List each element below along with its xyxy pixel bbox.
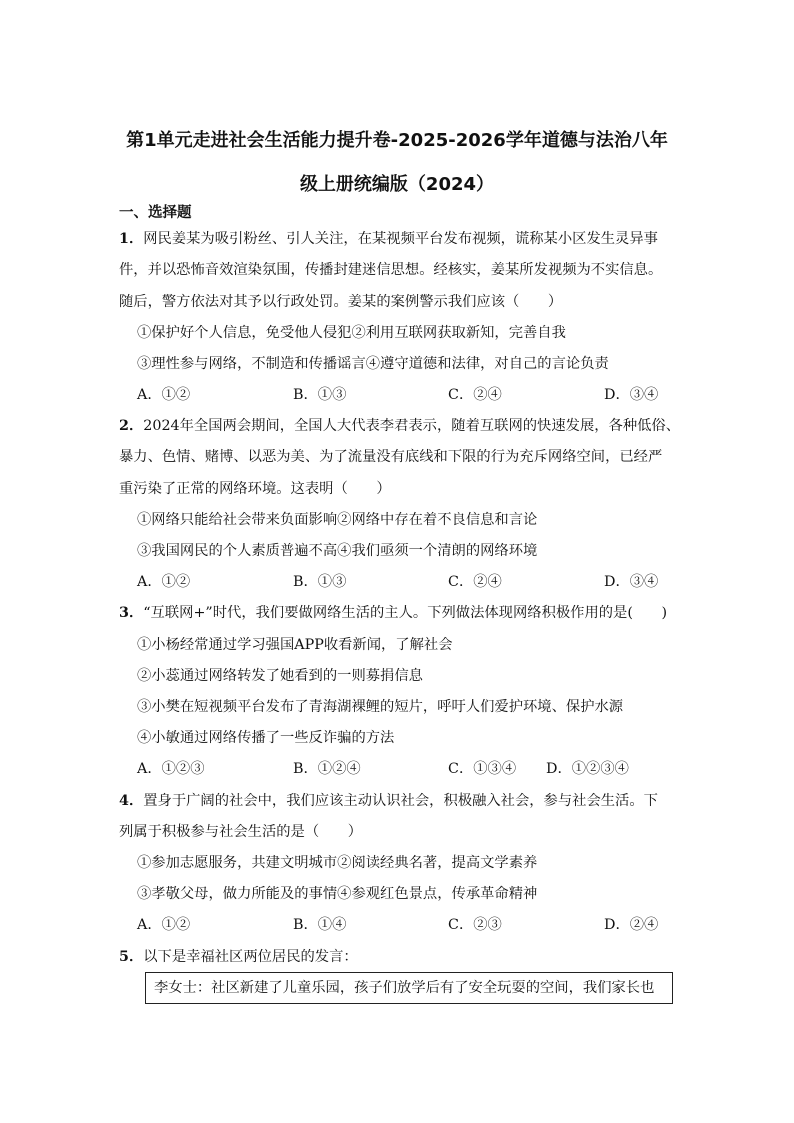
question-5-quote-box: 李女士：社区新建了儿童乐园，孩子们放学后有了安全玩耍的空间，我们家长也 bbox=[145, 972, 673, 1004]
question-3-item-line-3: ③小樊在短视频平台发布了青海湖裸鲤的短片，呼吁人们爱护环境、保护水源 bbox=[137, 699, 624, 715]
question-1-option-d[interactable]: D．③④ bbox=[604, 387, 659, 403]
question-4-option-d[interactable]: D．②④ bbox=[604, 917, 659, 933]
question-3-option-b[interactable]: B．①②④ bbox=[293, 761, 361, 777]
question-4-option-a[interactable]: A．①② bbox=[137, 917, 191, 933]
question-3-item-line-4: ④小敏通过网络传播了一些反诈骗的方法 bbox=[137, 730, 395, 746]
question-5-stem-line-1: 5．以下是幸福社区两位居民的发言： bbox=[119, 949, 358, 965]
document-title-line-1: 第1单元走进社会生活能力提升卷-2025-2026学年道德与法治八年 bbox=[126, 130, 668, 151]
question-3-item-line-1: ①小杨经常通过学习强国APP收看新闻，了解社会 bbox=[137, 637, 453, 653]
question-1-option-b[interactable]: B．①③ bbox=[293, 387, 347, 403]
question-1-option-c[interactable]: C．②④ bbox=[448, 387, 502, 403]
question-4-item-line-1: ①参加志愿服务，共建文明城市②阅读经典名著，提高文学素养 bbox=[137, 855, 538, 871]
question-2-item-line-1: ①网络只能给社会带来负面影响②网络中存在着不良信息和言论 bbox=[137, 512, 538, 528]
question-3-stem-line-1: 3．“互联网+”时代，我们要做网络生活的主人。下列做法体现网络积极作用的是( ) bbox=[119, 605, 668, 621]
question-3-option-c[interactable]: C．①③④ bbox=[448, 761, 517, 777]
question-2-option-a[interactable]: A．①② bbox=[137, 574, 191, 590]
question-4-stem-line-2: 列属于积极参与社会生活的是（ ） bbox=[119, 824, 363, 840]
question-4-stem-line-1: 4．置身于广阔的社会中，我们应该主动认识社会，积极融入社会，参与社会生活。下 bbox=[119, 793, 658, 809]
question-1-item-line-1: ①保护好个人信息，免受他人侵犯②利用互联网获取新知，完善自我 bbox=[137, 325, 566, 341]
question-1-stem-line-3: 随后，警方依法对其予以行政处罚。姜某的案例警示我们应该（ ） bbox=[119, 294, 563, 310]
question-1-item-line-2: ③理性参与网络，不制造和传播谣言④遵守道德和法律，对自己的言论负责 bbox=[137, 356, 609, 372]
question-3-number: 3． bbox=[119, 605, 144, 621]
question-2-stem-line-3: 重污染了正常的网络环境。这表明（ ） bbox=[119, 481, 391, 497]
question-1-stem-line-2: 件，并以恐怖音效渲染氛围，传播封建迷信思想。经核实，姜某所发视频为不实信息。 bbox=[119, 262, 663, 278]
question-4-option-b[interactable]: B．①④ bbox=[293, 917, 347, 933]
question-4-number: 4． bbox=[119, 793, 144, 809]
question-2-stem-line-1: 2．2024年全国两会期间，全国人大代表李君表示，随着互联网的快速发展，各种低俗、 bbox=[119, 418, 681, 434]
document-title-line-2: 级上册统编版（2024） bbox=[299, 174, 495, 195]
question-5-number: 5． bbox=[119, 949, 144, 965]
question-4-item-line-2: ③孝敬父母，做力所能及的事情④参观红色景点，传承革命精神 bbox=[137, 886, 538, 902]
question-1-number: 1． bbox=[119, 231, 144, 247]
section-heading: 一、选择题 bbox=[119, 205, 192, 221]
question-4-option-c[interactable]: C．②③ bbox=[448, 917, 502, 933]
question-2-option-b[interactable]: B．①③ bbox=[293, 574, 347, 590]
question-3-option-d[interactable]: D．①②③④ bbox=[546, 761, 629, 777]
question-3-option-a[interactable]: A．①②③ bbox=[137, 761, 205, 777]
question-2-option-c[interactable]: C．②④ bbox=[448, 574, 502, 590]
question-1-option-a[interactable]: A．①② bbox=[137, 387, 191, 403]
question-3-item-line-2: ②小蕊通过网络转发了她看到的一则募捐信息 bbox=[137, 668, 423, 684]
question-2-number: 2． bbox=[119, 418, 144, 434]
question-2-item-line-2: ③我国网民的个人素质普遍不高④我们亟须一个清朗的网络环境 bbox=[137, 543, 538, 559]
question-2-stem-line-2: 暴力、色情、赌博、以恶为美、为了流量没有底线和下限的行为充斥网络空间，已经严 bbox=[119, 449, 663, 465]
question-2-option-d[interactable]: D．③④ bbox=[604, 574, 659, 590]
question-1-stem-line-1: 1．网民姜某为吸引粉丝、引人关注，在某视频平台发布视频，谎称某小区发生灵异事 bbox=[119, 231, 658, 247]
